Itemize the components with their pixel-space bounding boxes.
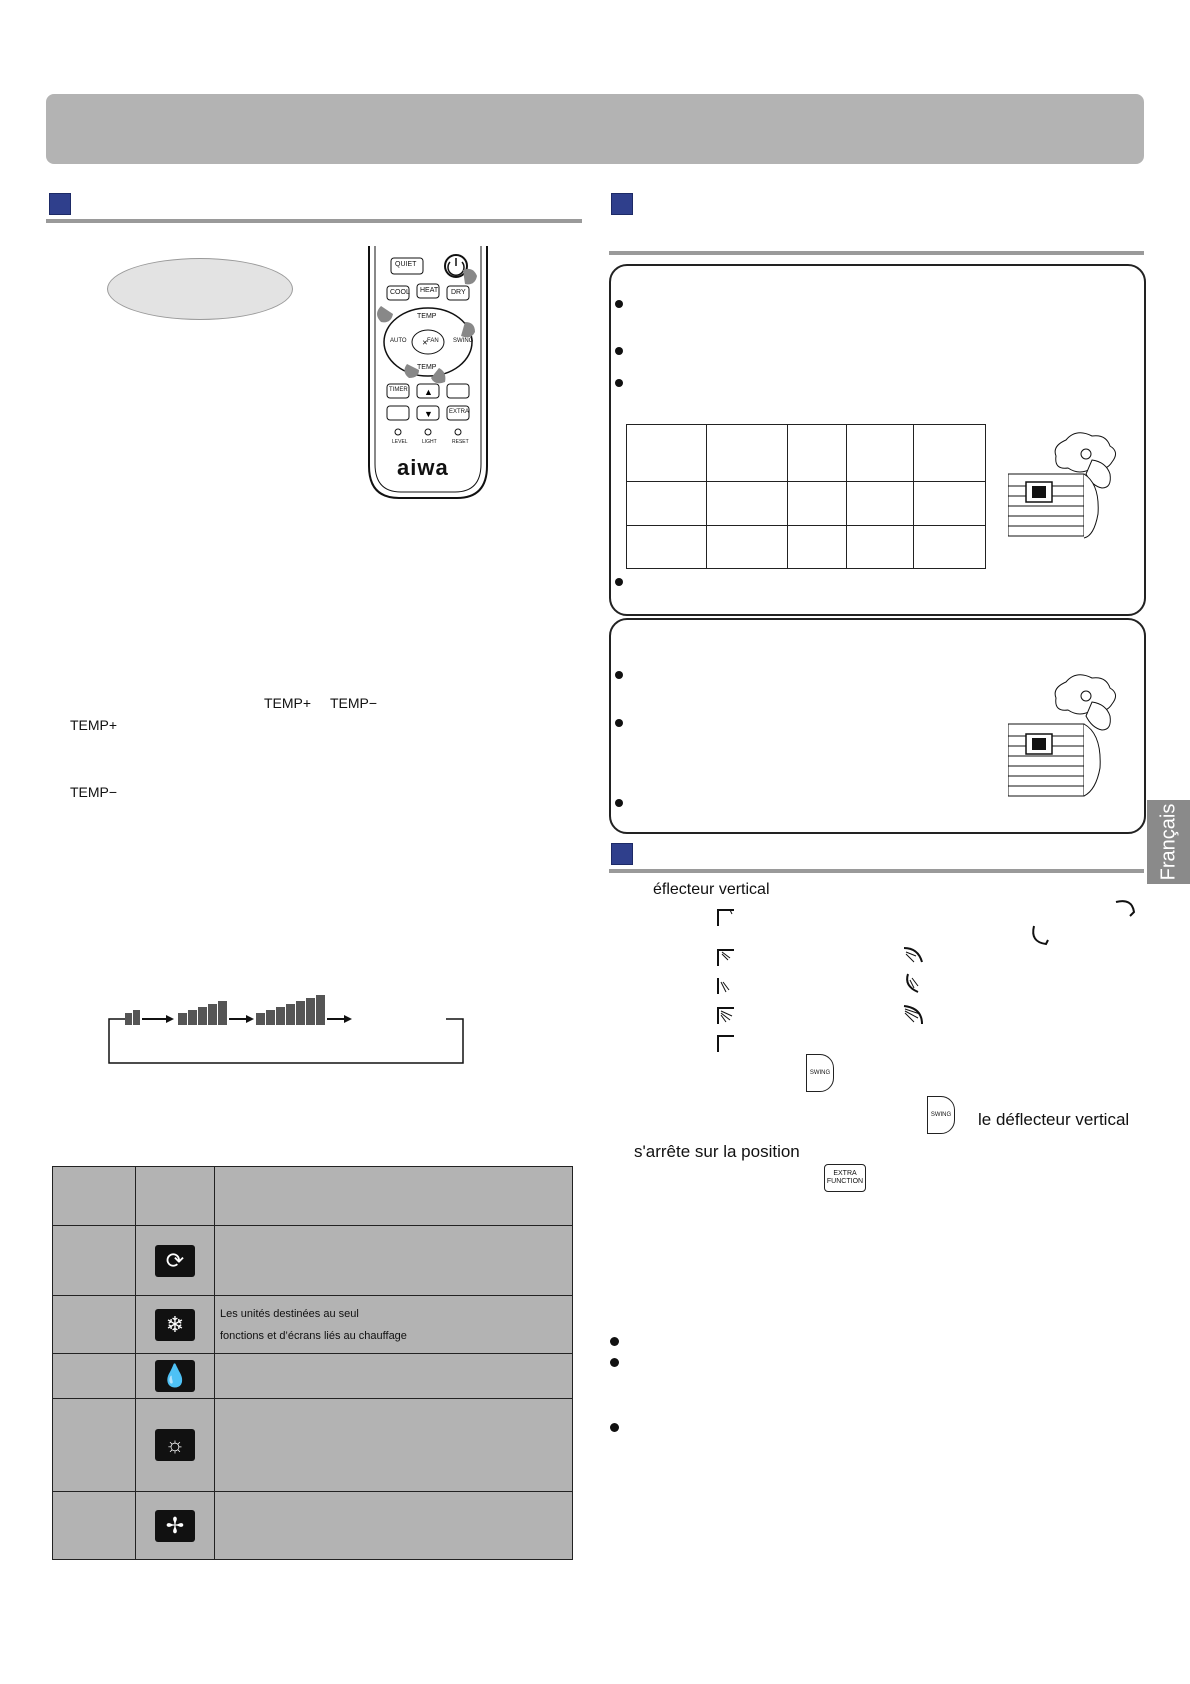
- language-tab: [1147, 800, 1190, 884]
- deflector-position-5-icon: [716, 1034, 736, 1052]
- settings-table: [626, 424, 986, 569]
- bullet: [615, 379, 623, 387]
- swing-button-label: SWING: [930, 1112, 952, 1118]
- dry-button[interactable]: DRY: [451, 289, 466, 296]
- temp-minus-label: TEMP−: [70, 784, 118, 800]
- swing-button-icon: [927, 1096, 955, 1134]
- snowflake-icon: ❄: [155, 1309, 195, 1341]
- settings-table-cell: [847, 425, 914, 482]
- bullet: [615, 799, 623, 807]
- settings-table-row: [627, 482, 986, 526]
- mode-name-cell: [53, 1399, 136, 1492]
- fan-icon: ✢: [155, 1510, 195, 1542]
- mode-icon-cell: [136, 1296, 215, 1354]
- mode-name-cell: [53, 1226, 136, 1296]
- temp-plus-label: TEMP+: [70, 717, 118, 733]
- settings-table-row: [627, 425, 986, 482]
- temp-plus-button[interactable]: TEMP: [417, 313, 437, 320]
- oval-label: [107, 258, 293, 320]
- settings-table-cell: [707, 425, 788, 482]
- bullet: [615, 719, 623, 727]
- fan-speed-cycle-diagram: [108, 995, 468, 1067]
- mode-icon-cell: [136, 1492, 215, 1560]
- mode-description-cell: [215, 1354, 573, 1399]
- mode-name-cell: [53, 1296, 136, 1354]
- mode-icon-cell: [136, 1399, 215, 1492]
- mode-row-auto: [53, 1226, 573, 1296]
- mode-description-cell: [215, 1296, 573, 1354]
- modes-table-header-cell: [136, 1167, 215, 1226]
- cool-mode-note-line1: Les unités destinées au seul: [220, 1307, 359, 1320]
- swing-button-label: SWING: [809, 1070, 831, 1076]
- modes-table: [52, 1166, 573, 1560]
- extra-function-label-line1: EXTRA: [833, 1170, 857, 1177]
- section-marker-left: [49, 193, 71, 215]
- settings-table-cell: [914, 425, 986, 482]
- mode-row-dry: [53, 1354, 573, 1399]
- indoor-unit-illustration: [1008, 430, 1132, 550]
- bullet: [610, 1423, 619, 1432]
- bullet: [615, 347, 623, 355]
- remote-brand-logo: aiwa: [397, 455, 449, 480]
- mode-row-cool: [53, 1296, 573, 1354]
- header-banner: [46, 94, 1144, 164]
- cool-button[interactable]: COOL: [390, 289, 410, 296]
- quiet-button[interactable]: QUIET: [395, 261, 417, 268]
- deflector-down-icon: [1030, 924, 1052, 946]
- mode-row-fan: [53, 1492, 573, 1560]
- svg-text:▼: ▼: [424, 409, 433, 419]
- extra-function-label-line2: FUNCTION: [826, 1178, 864, 1185]
- mode-description-cell: [215, 1226, 573, 1296]
- fan-button[interactable]: FAN: [427, 338, 439, 344]
- reset-button[interactable]: RESET: [452, 439, 469, 445]
- modes-table-header-cell: [53, 1167, 136, 1226]
- settings-table-cell: [788, 425, 847, 482]
- swing-button-icon: [806, 1054, 834, 1092]
- settings-table-cell: [627, 425, 707, 482]
- stops-at-position-text: s'arrête sur la position: [634, 1142, 800, 1161]
- section-rule-right: [609, 251, 1144, 255]
- mode-row-heat: [53, 1399, 573, 1492]
- modes-table-header-cell: [215, 1167, 573, 1226]
- temp-plus-label-inline: TEMP+: [264, 695, 312, 711]
- temp-minus-button[interactable]: TEMP: [417, 364, 437, 371]
- deflector-up-icon: [1114, 898, 1136, 918]
- bullet: [615, 300, 623, 308]
- settings-table-row: [627, 526, 986, 569]
- auto-button[interactable]: AUTO: [390, 338, 407, 344]
- section-marker-right: [611, 193, 633, 215]
- language-tab-label: Français: [1157, 803, 1179, 881]
- bullet: [615, 578, 623, 586]
- deflector-stop-text: le déflecteur vertical: [978, 1110, 1130, 1129]
- modes-table-header-row: [53, 1167, 573, 1226]
- bullet: [610, 1358, 619, 1367]
- cool-mode-note-line2: fonctions et d’écrans liés au chauffage: [220, 1329, 407, 1342]
- swing-button[interactable]: SWING: [453, 338, 474, 344]
- timer-button[interactable]: TIMER: [389, 387, 408, 393]
- indoor-unit-drawing: [1008, 672, 1132, 800]
- level-button[interactable]: LEVEL: [392, 439, 408, 445]
- section-rule-left: [46, 219, 582, 223]
- settings-table-cell: [707, 526, 788, 569]
- mode-name-cell: [53, 1354, 136, 1399]
- settings-table-cell: [627, 526, 707, 569]
- remote-control: [365, 246, 491, 500]
- auto-mode-icon: ⟳: [155, 1245, 195, 1277]
- deflector-position-2-icon: [716, 948, 736, 966]
- extra-button[interactable]: EXTRA: [449, 409, 470, 415]
- extra-function-button-icon: [824, 1164, 866, 1192]
- svg-text:✕: ✕: [422, 340, 428, 347]
- heat-button[interactable]: HEAT: [420, 287, 439, 294]
- settings-table-cell: [627, 482, 707, 526]
- mode-icon-cell: [136, 1226, 215, 1296]
- bullet: [610, 1337, 619, 1346]
- svg-text:▲: ▲: [424, 387, 433, 397]
- mode-name-cell: [53, 1492, 136, 1560]
- mode-icon-cell: [136, 1354, 215, 1399]
- light-button[interactable]: LIGHT: [422, 439, 437, 445]
- section-marker-swing: [611, 843, 633, 865]
- deflector-position-1-icon: [716, 908, 736, 926]
- deflector-position-4-icon: [716, 1006, 736, 1024]
- indoor-unit-drawing: [1008, 430, 1132, 550]
- settings-table-cell: [788, 526, 847, 569]
- vertical-deflector-label: éflecteur vertical: [653, 881, 770, 898]
- settings-table-cell: [914, 482, 986, 526]
- deflector-swing-2-icon: [902, 972, 924, 994]
- settings-table-cell: [788, 482, 847, 526]
- temp-minus-label-inline: TEMP−: [330, 695, 378, 711]
- deflector-swing-1-icon: [902, 946, 924, 966]
- water-drop-icon: 💧: [155, 1360, 195, 1392]
- section-rule-swing: [609, 869, 1144, 873]
- deflector-swing-3-icon: [902, 1004, 924, 1026]
- settings-table-cell: [914, 526, 986, 569]
- settings-table-cell: [707, 482, 788, 526]
- indoor-unit-illustration: [1008, 672, 1132, 800]
- bullet: [615, 671, 623, 679]
- settings-table-cell: [847, 526, 914, 569]
- mode-description-cell: [215, 1492, 573, 1560]
- sun-icon: ☼: [155, 1429, 195, 1461]
- fan-speed-cycle-drawing: [108, 995, 468, 1067]
- mode-description-cell: [215, 1399, 573, 1492]
- deflector-position-3-icon: [716, 976, 736, 994]
- settings-table-cell: [847, 482, 914, 526]
